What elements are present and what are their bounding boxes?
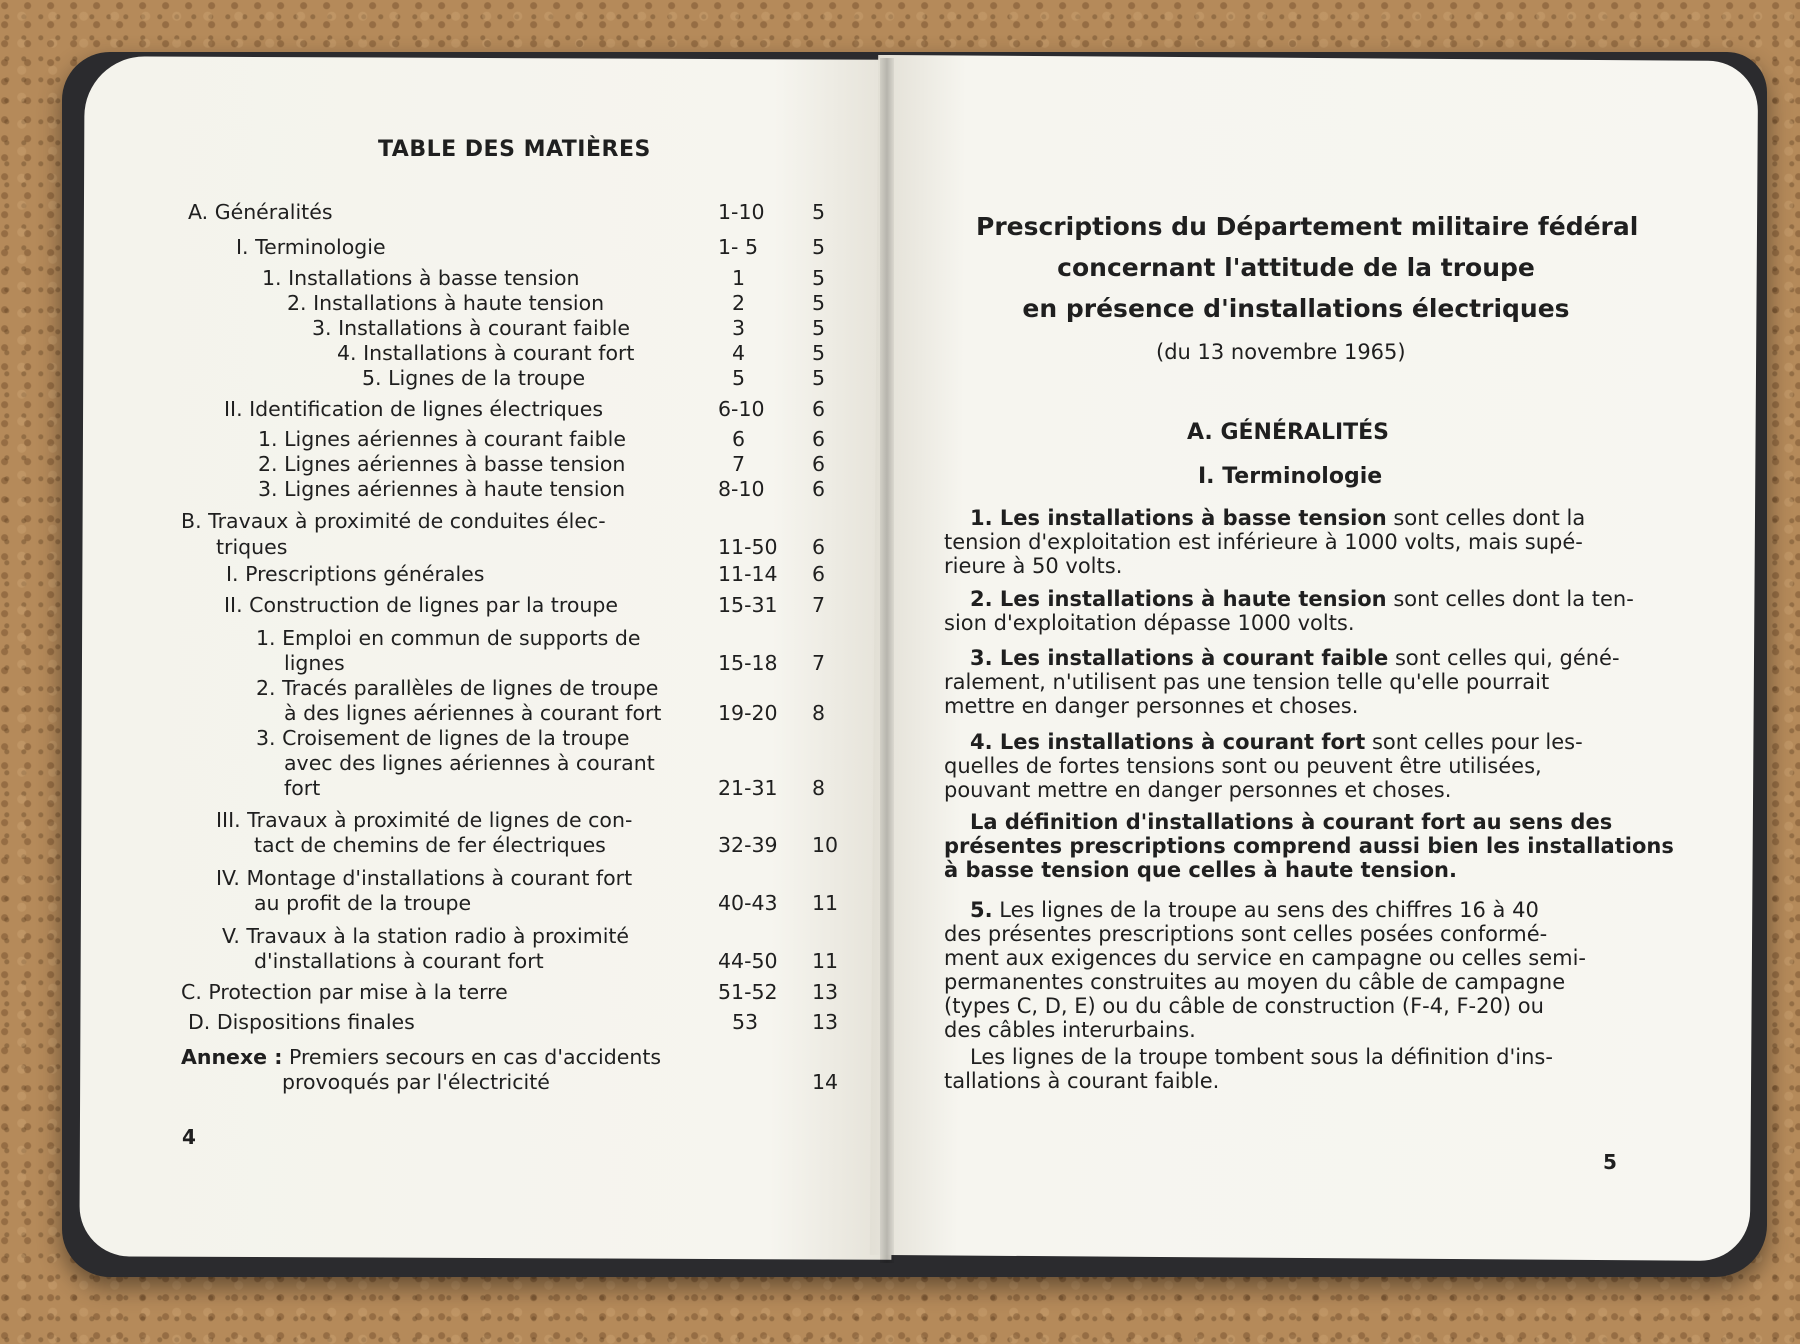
toc-entry [0, 593, 900, 617]
toc-entry-page: 13 [812, 980, 839, 1004]
bold-term: 4. Les installations à courant fort [970, 730, 1366, 754]
body-text: quelles de fortes tensions sont ou peuvent être utilisées, [944, 754, 1542, 778]
toc-entry [0, 651, 900, 675]
toc-entry-page: 6 [812, 427, 826, 451]
section-heading: A. GÉNÉRALITÉS [1187, 420, 1390, 445]
right-page-number: 5 [1603, 1150, 1617, 1174]
toc-entry-label: V. Travaux à la station radio à proximité [222, 924, 630, 948]
toc-entry-paragraph-numbers: 32-39 [718, 833, 778, 857]
toc-entry-page: 13 [812, 1010, 839, 1034]
toc-entry [0, 235, 900, 259]
toc-entry-page: 5 [812, 200, 826, 224]
toc-entry-paragraph-numbers: 19-20 [718, 701, 778, 725]
toc-entry [0, 833, 900, 857]
paragraph-line [944, 1069, 1219, 1093]
toc-entry-page: 5 [812, 316, 826, 340]
toc-entry [0, 1045, 900, 1069]
body-text: ment aux exigences du service en campagne ou celles semi- [944, 946, 1586, 970]
bold-term: 2. Les installations à haute tension [970, 587, 1387, 611]
body-text: (types C, D, E) ou du câble de construction (F-4, F-20) ou [944, 994, 1544, 1018]
toc-entry-page: 14 [812, 1070, 839, 1094]
toc-entry-page: 11 [812, 891, 839, 915]
body-text: pouvant mettre en danger personnes et choses. [944, 778, 1452, 802]
toc-entry [0, 726, 900, 750]
paragraph-line [944, 1018, 1196, 1042]
toc-entry-label: provoqués par l'électricité [282, 1070, 550, 1094]
toc-entry-label: tact de chemins de fer électriques [254, 833, 606, 857]
toc-entry-paragraph-numbers: 4 [732, 341, 746, 365]
toc-entry-label: IV. Montage d'installations à courant fort [216, 866, 633, 890]
toc-entry-label: 2. Tracés parallèles de lignes de troupe [256, 676, 659, 700]
bold-term: 1. Les installations à basse tension [970, 506, 1387, 530]
toc-entry-paragraph-numbers: 11-50 [718, 535, 778, 559]
title-line-1: Prescriptions du Département militaire fédéral [976, 212, 1639, 241]
toc-entry-label: II. Construction de lignes par la troupe [224, 593, 618, 617]
left-page-number: 4 [182, 1125, 196, 1149]
paragraph-line [944, 946, 1586, 970]
body-text: des présentes prescriptions sont celles posées conformé- [944, 922, 1548, 946]
paragraph-line [970, 587, 1634, 611]
paragraph-line [944, 778, 1451, 802]
toc-entry-label: 3. Croisement de lignes de la troupe [256, 726, 630, 750]
toc-entry-paragraph-numbers: 6-10 [718, 397, 765, 421]
toc-entry-label: triques [216, 535, 288, 559]
document-date: (du 13 novembre 1965) [1156, 340, 1406, 364]
paragraph-line [970, 506, 1585, 530]
toc-entry [0, 980, 900, 1004]
toc-entry-paragraph-numbers: 7 [732, 452, 746, 476]
bold-term: La définition d'installations à courant fort au sens des [970, 810, 1613, 834]
body-text: sont celles pour les- [1365, 730, 1583, 754]
body-text: tension d'exploitation est inférieure à 1000 volts, mais supé- [944, 530, 1583, 554]
toc-entry [0, 866, 900, 890]
toc-entry [0, 808, 900, 832]
paragraph-line [944, 554, 1122, 578]
body-text: sont celles dont la [1386, 506, 1586, 530]
toc-entry [0, 1070, 900, 1094]
toc-entry-paragraph-numbers: 1-10 [718, 200, 765, 224]
body-text: sion d'exploitation dépasse 1000 volts. [944, 611, 1355, 635]
paragraph-line [944, 754, 1542, 778]
toc-entry-page: 7 [812, 593, 826, 617]
toc-entry-label: au profit de la troupe [254, 891, 472, 915]
toc-entry-paragraph-numbers: 5 [732, 366, 746, 390]
toc-entry [0, 452, 900, 476]
toc-entry-label: II. Identification de lignes électriques [224, 397, 604, 421]
paragraph-line [944, 834, 1674, 858]
body-text: sont celles dont la ten- [1386, 587, 1634, 611]
toc-entry [0, 427, 900, 451]
paragraph-line [970, 730, 1583, 754]
body-text: ralement, n'utilisent pas une tension telle qu'elle pourrait [944, 670, 1550, 694]
toc-entry-label: 3. Lignes aériennes à haute tension [258, 477, 626, 501]
toc-entry-label: lignes [284, 651, 345, 675]
body-text: tallations à courant faible. [944, 1069, 1220, 1093]
toc-entry-paragraph-numbers: 1 [732, 266, 746, 290]
paragraph-line [944, 970, 1565, 994]
toc-entry [0, 776, 900, 800]
toc-entry [0, 1010, 900, 1034]
toc-entry-page: 6 [812, 477, 826, 501]
bold-term: présentes prescriptions comprend aussi bien les installations [944, 834, 1674, 858]
toc-entry-paragraph-numbers: 15-18 [718, 651, 778, 675]
toc-entry-page: 5 [812, 291, 826, 315]
toc-entry-paragraph-numbers: 53 [732, 1010, 759, 1034]
toc-entry [0, 676, 900, 700]
toc-entry-label: C. Protection par mise à la terre [181, 980, 508, 1004]
toc-entry-page: 11 [812, 949, 839, 973]
toc-entry-label: 2. Lignes aériennes à basse tension [258, 452, 626, 476]
toc-entry [0, 626, 900, 650]
toc-entry [0, 266, 900, 290]
toc-entry-paragraph-numbers: 44-50 [718, 949, 778, 973]
toc-entry-label: à des lignes aériennes à courant fort [284, 701, 662, 725]
toc-entry-label: III. Travaux à proximité de lignes de con- [216, 808, 633, 832]
toc-entry-paragraph-numbers: 15-31 [718, 593, 778, 617]
bold-term: à basse tension que celles à haute tension. [944, 858, 1457, 882]
toc-entry-page: 6 [812, 535, 826, 559]
toc-entry-label: D. Dispositions finales [188, 1010, 415, 1034]
paragraph-line [970, 810, 1612, 834]
paragraph-line [944, 670, 1549, 694]
toc-entry-label: 4. Installations à courant fort [337, 341, 635, 365]
toc-entry-label: 1. Emploi en commun de supports de [256, 626, 641, 650]
toc-entry-page: 8 [812, 776, 826, 800]
toc-entry [0, 701, 900, 725]
toc-entry-page: 5 [812, 235, 826, 259]
toc-entry-label: I. Prescriptions générales [226, 562, 485, 586]
toc-entry [0, 200, 900, 224]
title-line-3: en présence d'installations électriques [1022, 294, 1570, 323]
toc-entry [0, 924, 900, 948]
paragraph-line [970, 1045, 1553, 1069]
paragraph-line [970, 898, 1539, 922]
toc-entry-paragraph-numbers: 6 [732, 427, 746, 451]
toc-entry-label: fort [284, 776, 321, 800]
title-line-2: concernant l'attitude de la troupe [1057, 253, 1535, 282]
bold-term: 5. [970, 898, 993, 922]
toc-entry [0, 397, 900, 421]
toc-entry [0, 316, 900, 340]
toc-entry-paragraph-numbers: 8-10 [718, 477, 765, 501]
toc-title: TABLE DES MATIÈRES [378, 137, 651, 162]
toc-entry-label: B. Travaux à proximité de conduites élec- [181, 509, 606, 533]
toc-entry-page: 5 [812, 366, 826, 390]
toc-entry-label: avec des lignes aériennes à courant [284, 751, 655, 775]
body-text: des câbles interurbains. [944, 1018, 1196, 1042]
toc-entry-label: 1. Lignes aériennes à courant faible [258, 427, 626, 451]
paragraph-line [944, 611, 1355, 635]
toc-entry-paragraph-numbers: 51-52 [718, 980, 778, 1004]
toc-entry-page: 5 [812, 341, 826, 365]
paragraph-line [970, 646, 1620, 670]
bold-term: 3. Les installations à courant faible [970, 646, 1389, 670]
toc-entry [0, 751, 900, 775]
toc-entry-page: 6 [812, 452, 826, 476]
body-text: sont celles qui, géné- [1388, 646, 1620, 670]
toc-entry-page: 5 [812, 266, 826, 290]
toc-entry [0, 891, 900, 915]
toc-entry-paragraph-numbers: 40-43 [718, 891, 778, 915]
toc-entry [0, 291, 900, 315]
body-text: permanentes construites au moyen du câble de campagne [944, 970, 1566, 994]
toc-entry [0, 477, 900, 501]
paragraph-line [944, 530, 1583, 554]
toc-entry-label: 1. Installations à basse tension [262, 266, 580, 290]
toc-entry-label: Annexe : Premiers secours en cas d'accidents [181, 1045, 662, 1069]
body-text: Les lignes de la troupe au sens des chiffres 16 à 40 [992, 898, 1539, 922]
paragraph-line [944, 694, 1358, 718]
toc-entry-paragraph-numbers: 11-14 [718, 562, 778, 586]
toc-entry-label: 2. Installations à haute tension [287, 291, 605, 315]
paragraph-line [944, 994, 1544, 1018]
toc-entry-label: 5. Lignes de la troupe [362, 366, 586, 390]
toc-entry-page: 6 [812, 562, 826, 586]
toc-entry-paragraph-numbers: 21-31 [718, 776, 778, 800]
toc-entry-label: 3. Installations à courant faible [312, 316, 631, 340]
toc-entry-label: A. Généralités [188, 200, 333, 224]
toc-entry [0, 949, 900, 973]
paragraph-line [944, 922, 1547, 946]
toc-entry-page: 8 [812, 701, 826, 725]
toc-entry [0, 341, 900, 365]
toc-entry-label: I. Terminologie [236, 235, 386, 259]
toc-entry-label: d'installations à courant fort [254, 949, 544, 973]
toc-entry-paragraph-numbers: 3 [732, 316, 746, 340]
subsection-heading: I. Terminologie [1198, 464, 1383, 489]
toc-entry-page: 10 [812, 833, 839, 857]
toc-entry [0, 509, 900, 533]
toc-entry [0, 535, 900, 559]
paragraph-line [944, 858, 1457, 882]
toc-entry-paragraph-numbers: 2 [732, 291, 746, 315]
toc-entry-page: 7 [812, 651, 826, 675]
body-text: rieure à 50 volts. [944, 554, 1123, 578]
body-text: Les lignes de la troupe tombent sous la définition d'ins- [970, 1045, 1553, 1069]
body-text: mettre en danger personnes et choses. [944, 694, 1359, 718]
toc-entry-page: 6 [812, 397, 826, 421]
toc-entry-paragraph-numbers: 1- 5 [718, 235, 758, 259]
toc-entry [0, 366, 900, 390]
toc-entry [0, 562, 900, 586]
